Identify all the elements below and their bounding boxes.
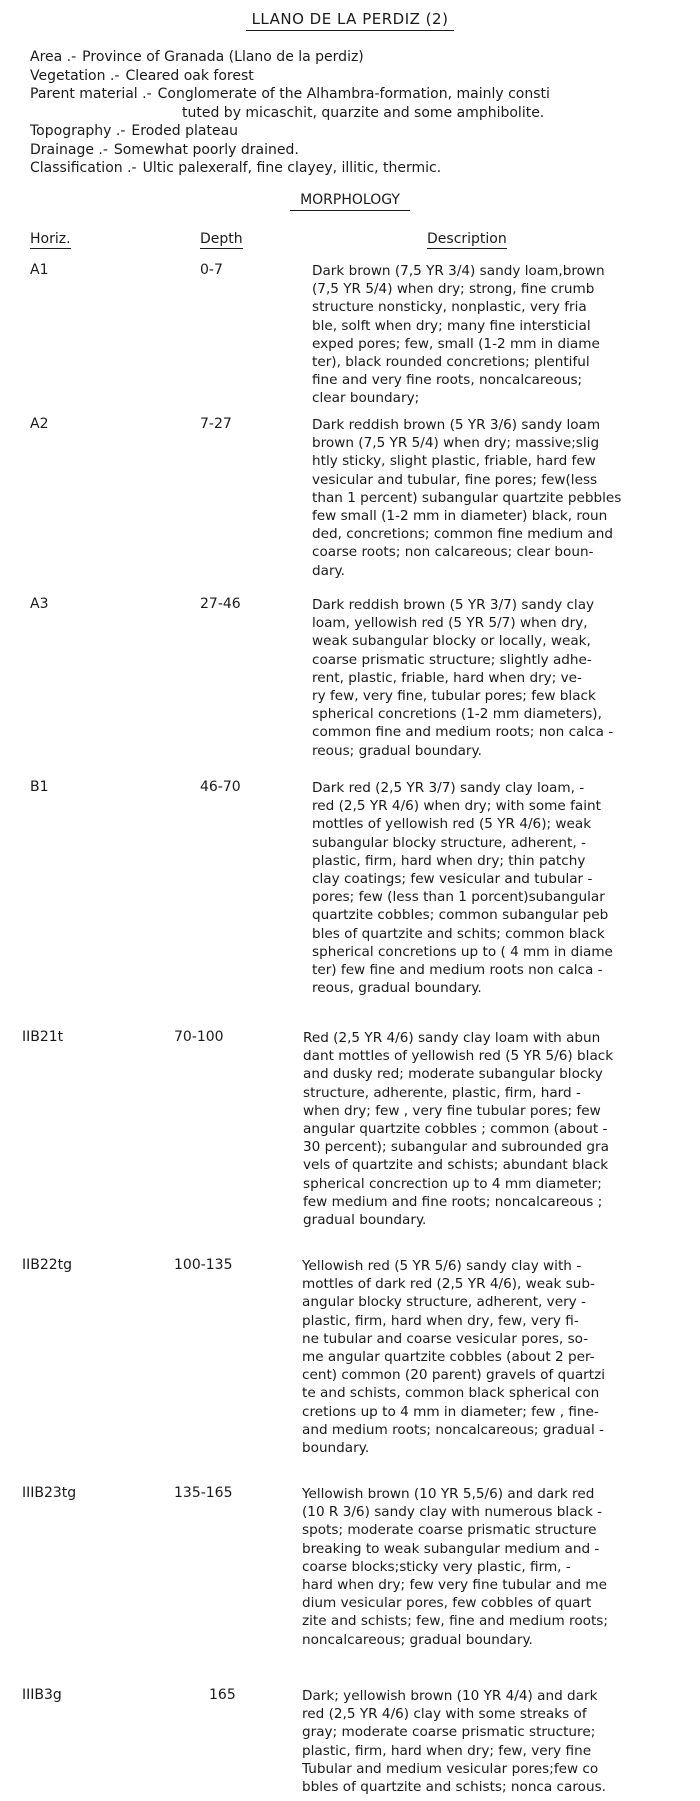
horizon-code: IIIB23tg: [22, 1485, 77, 1501]
meta-value: Province of Granada (Llano de la perdiz): [82, 49, 364, 65]
description-line: dary.: [312, 562, 345, 579]
column-header-description: Description: [427, 231, 507, 247]
horizon-code: A3: [30, 596, 49, 612]
horizon-depth: 70-100: [174, 1029, 224, 1045]
description-line: when dry; few , very fine tubular pores; few: [303, 1102, 601, 1119]
meta-row: [30, 48, 670, 67]
description-line: angular blocky structure, adherent, very -: [302, 1294, 586, 1311]
horizon-code: IIIB3g: [22, 1687, 62, 1703]
description-line: and dusky red; moderate subangular blocky: [303, 1066, 603, 1083]
meta-value: Ultic palexeralf, fine clayey, illitic, thermic.: [142, 160, 442, 176]
description-line: Red (2,5 YR 4/6) sandy clay loam with abun: [303, 1030, 601, 1046]
description-line: Tubular and medium vesicular pores;few co: [302, 1760, 599, 1777]
site-description: [30, 48, 670, 178]
description-line: ter) few fine and medium roots non calca -: [312, 962, 603, 979]
description-line: reous, gradual boundary.: [312, 980, 482, 997]
meta-row: [30, 85, 670, 104]
horizon-description: [312, 416, 682, 580]
description-line: quartzite cobbles; common subangular peb: [312, 907, 609, 924]
description-line: coarse blocks;sticky very plastic, firm, -: [302, 1558, 571, 1575]
description-line: common fine and medium roots; non calca -: [312, 724, 614, 741]
horizon-code: B1: [30, 779, 49, 795]
meta-label: Classification .-: [30, 160, 137, 176]
description-line: weak subangular blocky or locally, weak,: [312, 633, 591, 650]
description-line: loam, yellowish red (5 YR 5/7) when dry,: [312, 615, 588, 632]
description-line: spherical concretions up to ( 4 mm in diame: [312, 943, 613, 960]
description-line: (10 R 3/6) sandy clay with numerous black -: [302, 1504, 603, 1521]
description-line: dant mottles of yellowish red (5 YR 5/6) black: [303, 1048, 614, 1065]
description-line: coarse prismatic structure; slightly adhe-: [312, 651, 592, 668]
description-line: and medium roots; noncalcareous; gradual -: [302, 1421, 604, 1438]
meta-label: Topography .-: [30, 123, 126, 139]
description-line: clear boundary;: [312, 390, 420, 407]
meta-row: [30, 141, 670, 160]
description-line: 30 percent); subangular and subrounded gra: [303, 1139, 609, 1156]
description-line: noncalcareous; gradual boundary.: [302, 1631, 533, 1648]
horizon-depth: 100-135: [174, 1257, 233, 1273]
horizon-description: [302, 1687, 672, 1796]
title-text: LLANO DE LA PERDIZ (2): [246, 10, 455, 31]
meta-row: [30, 67, 670, 86]
description-line: plastic, firm, hard when dry; few, very fine: [302, 1742, 592, 1759]
description-line: ter), black rounded concretions; plentiful: [312, 354, 590, 371]
horizon-code: A2: [30, 416, 49, 432]
description-line: spherical concrection up to 4 mm diameter;: [303, 1175, 602, 1192]
horizon-description: [302, 1485, 672, 1649]
description-line: ble, solft when dry; many fine intersticial: [312, 317, 591, 334]
description-line: plastic, firm, hard when dry; thin patchy: [312, 852, 586, 869]
description-line: brown (7,5 YR 5/4) when dry; massive;slig: [312, 435, 600, 452]
horizon-depth: 165: [209, 1687, 236, 1703]
horizon-code: IIB22tg: [22, 1257, 73, 1273]
meta-label: Area .-: [30, 49, 77, 65]
horizon-code: A1: [30, 262, 49, 278]
description-line: structure nonsticky, nonplastic, very fria: [312, 299, 587, 316]
horizon-description: [302, 1257, 672, 1457]
description-line: htly sticky, slight plastic, friable, hard few: [312, 453, 596, 470]
horizon-description: [312, 262, 682, 408]
description-line: ne tubular and coarse vesicular pores, so-: [302, 1330, 589, 1347]
description-line: vels of quartzite and schists; abundant black: [303, 1157, 609, 1174]
morphology-heading: [0, 192, 700, 208]
description-line: reous; gradual boundary.: [312, 742, 482, 759]
horizon-description: [312, 596, 682, 760]
meta-row: [30, 159, 670, 178]
description-line: vesicular and tubular, fine pores; few(less: [312, 471, 598, 488]
description-line: breaking to weak subangular medium and -: [302, 1540, 600, 1557]
meta-label: Parent material .-: [30, 86, 152, 102]
column-header-horiz: Horiz.: [30, 231, 71, 247]
description-line: spots; moderate coarse prismatic structure: [302, 1522, 597, 1539]
meta-label: Drainage .-: [30, 141, 108, 158]
meta-value: Cleared oak forest: [125, 67, 254, 84]
description-line: ded, concretions; common fine medium and: [312, 526, 613, 543]
meta-label: Vegetation .-: [30, 67, 120, 84]
description-line: subangular blocky structure, adherent, -: [312, 834, 586, 851]
horizon-depth: 7-27: [200, 416, 232, 432]
description-line: boundary.: [302, 1440, 370, 1457]
description-line: pores; few (less than 1 porcent)subangular: [312, 889, 605, 906]
horizon-depth: 27-46: [200, 596, 241, 612]
description-line: exped pores; few, small (1-2 mm in diame: [312, 335, 600, 352]
description-line: mottles of yellowish red (5 YR 4/6); weak: [312, 816, 592, 833]
description-line: mottles of dark red (2,5 YR 4/6), weak sub-: [302, 1276, 595, 1293]
meta-value: tuted by micaschit, quarzite and some amphibolite.: [182, 104, 545, 121]
meta-value: Eroded plateau: [131, 123, 239, 139]
description-line: coarse roots; non calcareous; clear boun-: [312, 544, 594, 561]
description-line: gray; moderate coarse prismatic structure;: [302, 1724, 596, 1741]
description-line: bbles of quartzite and schists; nonca carous.: [302, 1779, 606, 1796]
description-line: angular quartzite cobbles ; common (about -: [303, 1121, 608, 1138]
description-line: Dark red (2,5 YR 3/7) sandy clay loam, -: [312, 780, 585, 796]
description-line: Dark reddish brown (5 YR 3/7) sandy clay: [312, 597, 595, 613]
horizon-depth: 0-7: [200, 262, 223, 278]
description-line: Dark; yellowish brown (10 YR 4/4) and dark: [302, 1688, 598, 1704]
description-line: ry few, very fine, tubular pores; few black: [312, 688, 596, 705]
horizon-description: [312, 779, 682, 997]
description-line: few medium and fine roots; noncalcareous ;: [303, 1193, 603, 1210]
description-line: red (2,5 YR 4/6) clay with some streaks of: [302, 1706, 587, 1723]
meta-row: [30, 104, 670, 123]
description-line: few small (1-2 mm in diameter) black, roun: [312, 508, 608, 525]
description-line: red (2,5 YR 4/6) when dry; with some faint: [312, 798, 601, 815]
meta-value: Somewhat poorly drained.: [113, 141, 299, 158]
column-header-depth: Depth: [200, 231, 243, 247]
horizon-description: [303, 1029, 673, 1229]
description-line: bles of quartzite and schits; common black: [312, 925, 605, 942]
description-line: hard when dry; few very fine tubular and me: [302, 1577, 607, 1594]
description-line: Dark brown (7,5 YR 3/4) sandy loam,brown: [312, 263, 605, 279]
document-title: [0, 10, 700, 28]
morphology-heading-text: MORPHOLOGY: [290, 192, 410, 211]
description-line: Dark reddish brown (5 YR 3/6) sandy loam: [312, 417, 601, 433]
description-line: cent) common (20 parent) gravels of quartzi: [302, 1367, 606, 1384]
description-line: than 1 percent) subangular quartzite pebbles: [312, 489, 622, 506]
description-line: structure, adherente, plastic, firm, hard -: [303, 1084, 581, 1101]
horizon-code: IIB21t: [22, 1029, 64, 1045]
description-line: spherical concretions (1-2 mm diameters),: [312, 706, 602, 723]
horizon-depth: 135-165: [174, 1485, 233, 1501]
description-line: rent, plastic, friable, hard when dry; ve-: [312, 669, 582, 686]
description-line: clay coatings; few vesicular and tubular -: [312, 871, 593, 888]
description-line: te and schists, common black spherical con: [302, 1385, 600, 1402]
description-line: gradual boundary.: [303, 1212, 427, 1229]
description-line: plastic, firm, hard when dry, few, very fi-: [302, 1312, 579, 1329]
description-line: me angular quartzite cobbles (about 2 per-: [302, 1349, 595, 1366]
description-line: fine and very fine roots, noncalcareous;: [312, 372, 583, 389]
description-line: cretions up to 4 mm in diameter; few , fine-: [302, 1403, 599, 1420]
meta-value: Conglomerate of the Alhambra-formation, mainly consti: [157, 86, 550, 102]
description-line: Yellowish brown (10 YR 5,5/6) and dark red: [302, 1486, 595, 1502]
description-line: Yellowish red (5 YR 5/6) sandy clay with -: [302, 1258, 582, 1274]
description-line: (7,5 YR 5/4) when dry; strong, fine crumb: [312, 281, 595, 298]
description-line: dium vesicular pores, few cobbles of quart: [302, 1595, 592, 1612]
meta-row: [30, 122, 670, 141]
description-line: zite and schists; few, fine and medium roots;: [302, 1613, 608, 1630]
horizon-depth: 46-70: [200, 779, 241, 795]
